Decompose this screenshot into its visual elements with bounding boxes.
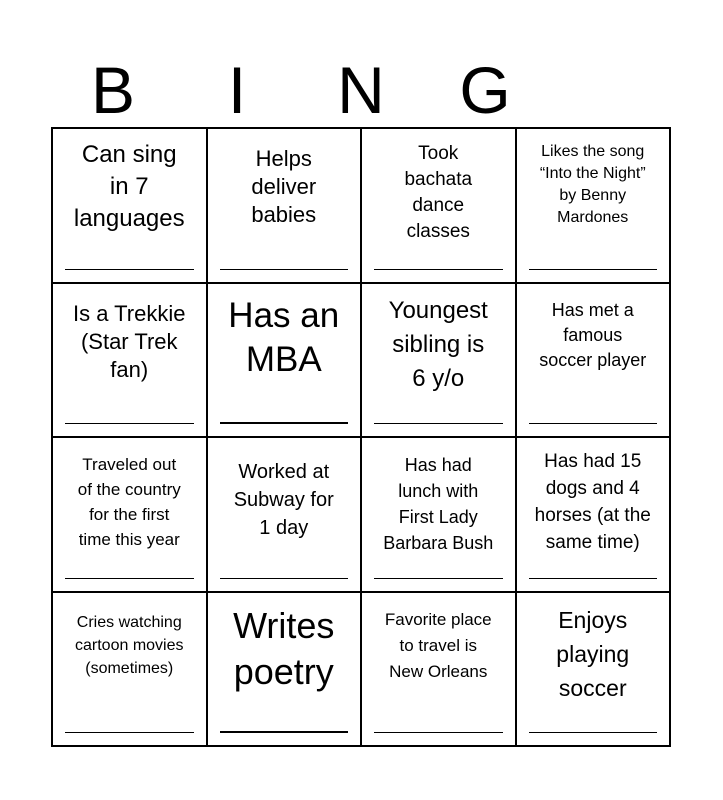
cell-text: Has an MBA bbox=[228, 295, 340, 379]
cell-text: Traveled out of the country for the first time this year bbox=[77, 455, 181, 549]
signature-line bbox=[220, 578, 349, 579]
signature-line bbox=[65, 578, 194, 579]
signature-line bbox=[65, 269, 194, 270]
cell-text: Worked at Subway for 1 day bbox=[233, 461, 334, 539]
bingo-cell[interactable] bbox=[517, 438, 672, 593]
cell-text: Cries watching cartoon movies (sometimes) bbox=[75, 613, 184, 677]
header-letter-g: G bbox=[459, 53, 511, 127]
signature-line bbox=[529, 423, 658, 424]
bingo-cell[interactable] bbox=[208, 593, 363, 748]
cell-text: Enjoys playing soccer bbox=[556, 606, 630, 701]
cell-text: Has had 15 dogs and 4 horses (at the same time) bbox=[534, 451, 651, 553]
bingo-cell[interactable] bbox=[53, 129, 208, 284]
bingo-cell[interactable] bbox=[362, 129, 517, 284]
cell-text: Helps deliver babies bbox=[251, 146, 317, 227]
bingo-cell[interactable] bbox=[517, 284, 672, 439]
signature-line bbox=[220, 731, 349, 733]
bingo-cell[interactable] bbox=[362, 593, 517, 748]
signature-line bbox=[374, 578, 503, 579]
signature-line bbox=[65, 423, 194, 424]
cell-text: Has met a famous soccer player bbox=[539, 299, 647, 370]
signature-line bbox=[374, 423, 503, 424]
bingo-cell[interactable] bbox=[362, 284, 517, 439]
bingo-cell[interactable] bbox=[53, 593, 208, 748]
cell-text: Has had lunch with First Lady Barbara Bush bbox=[383, 455, 494, 553]
signature-line bbox=[220, 422, 349, 424]
header-letter-n: N bbox=[337, 53, 385, 127]
bingo-cell[interactable] bbox=[208, 284, 363, 439]
bingo-grid bbox=[51, 127, 671, 747]
bingo-header bbox=[51, 52, 671, 128]
cell-text: Likes the song “Into the Night” by Benny Mardones bbox=[539, 143, 646, 226]
header-letter-i: I bbox=[227, 53, 247, 127]
signature-line bbox=[529, 269, 658, 270]
cell-text: Youngest sibling is 6 y/o bbox=[388, 296, 488, 392]
bingo-cell[interactable] bbox=[208, 129, 363, 284]
bingo-cell[interactable] bbox=[53, 284, 208, 439]
signature-line bbox=[529, 732, 658, 733]
cell-text: Writes poetry bbox=[233, 604, 335, 692]
signature-line bbox=[374, 269, 503, 270]
cell-text: Can sing in 7 languages bbox=[73, 141, 185, 232]
header-letter-b: B bbox=[90, 53, 136, 127]
cell-text: Favorite place to travel is New Orleans bbox=[384, 609, 492, 681]
cell-text: Is a Trekkie (Star Trek fan) bbox=[73, 300, 186, 382]
bingo-cell[interactable] bbox=[362, 438, 517, 593]
cell-text: Took bachata dance classes bbox=[404, 143, 473, 242]
signature-line bbox=[65, 732, 194, 733]
signature-line bbox=[529, 578, 658, 579]
bingo-cell[interactable] bbox=[517, 129, 672, 284]
bingo-cell[interactable] bbox=[208, 438, 363, 593]
bingo-cell[interactable] bbox=[517, 593, 672, 748]
signature-line bbox=[220, 269, 349, 270]
signature-line bbox=[374, 732, 503, 733]
bingo-cell[interactable] bbox=[53, 438, 208, 593]
